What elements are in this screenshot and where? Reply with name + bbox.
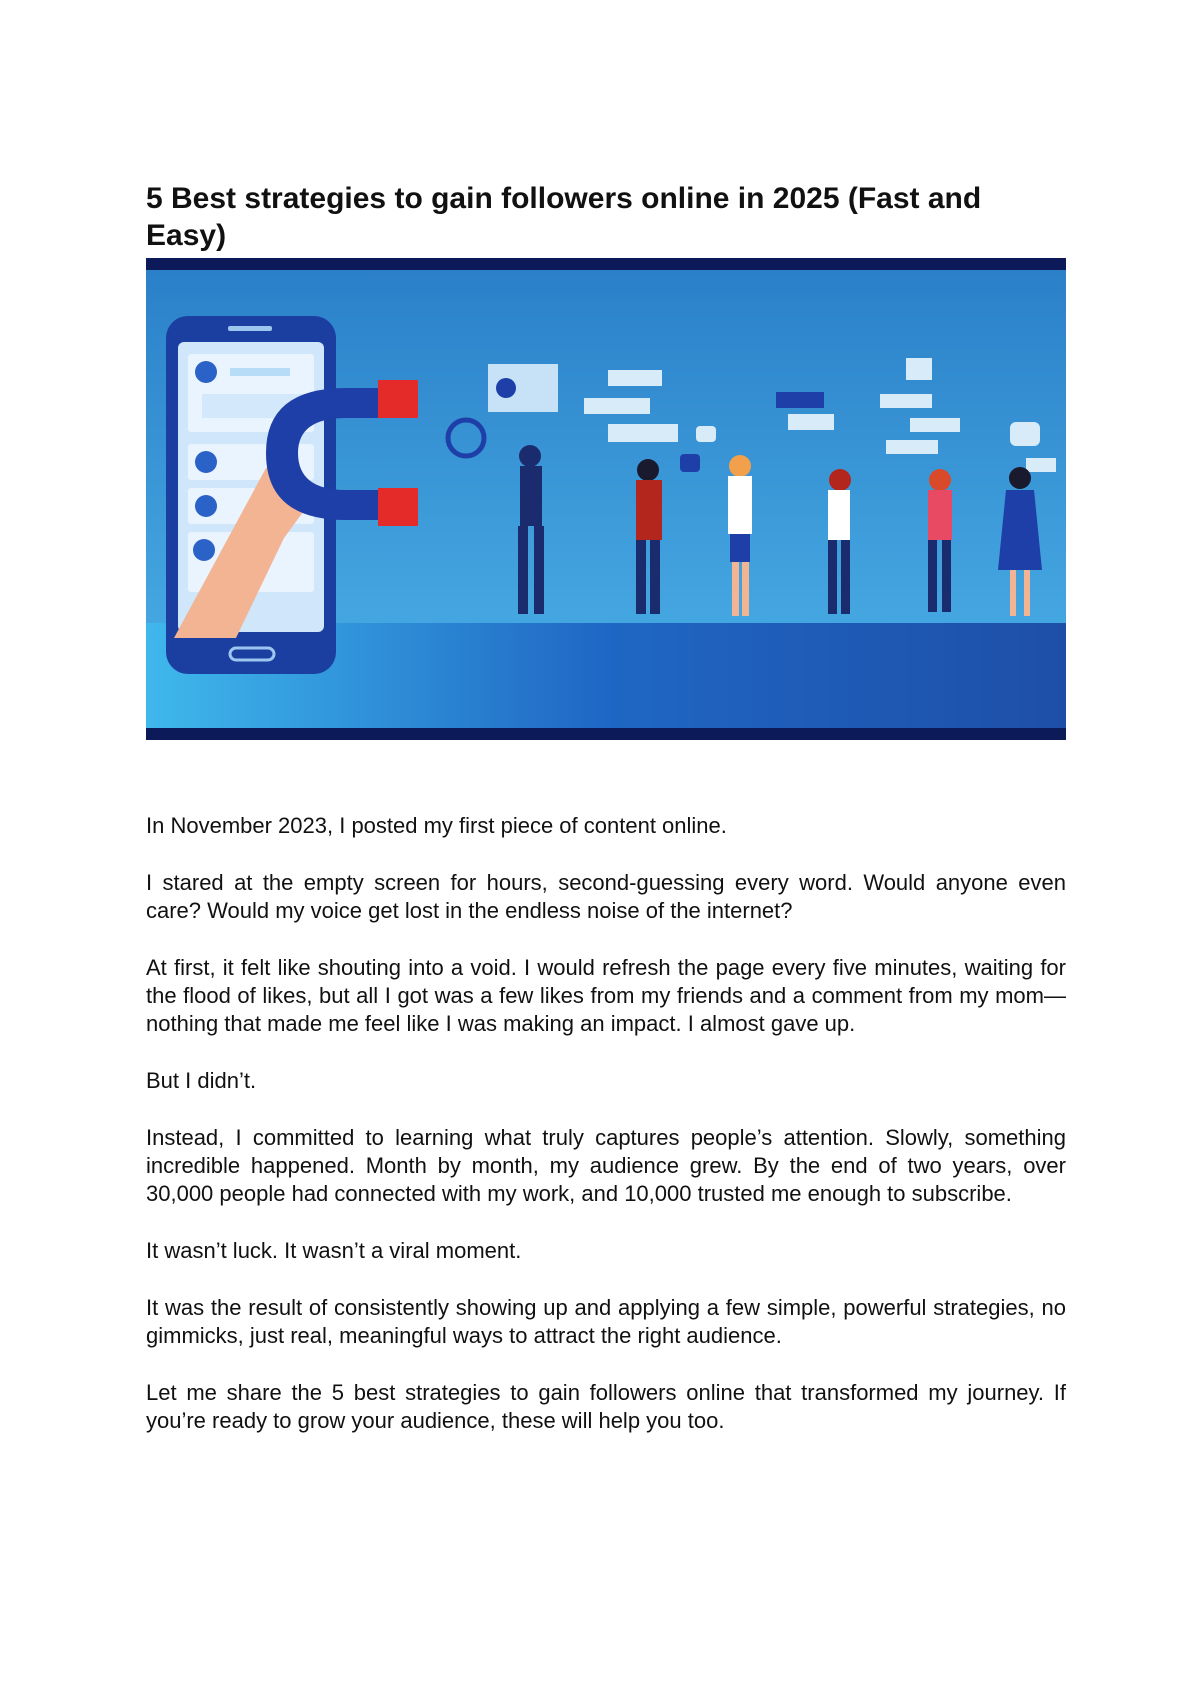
paragraph: I stared at the empty screen for hours, second-guessing every word. Would anyone even care? Would my voice get lost in the endless noise of the internet? xyxy=(146,870,1066,923)
paragraph: At first, it felt like shouting into a void. I would refresh the page every five minutes, waiting for the flood of likes, but all I got was a few likes from my friends and a comment from my mom—nothing that made me feel like I was making an impact. I almost gave up. xyxy=(146,955,1066,1036)
paragraph: But I didn’t. xyxy=(146,1068,257,1093)
phone-magnet-followers-illustration xyxy=(146,258,1066,740)
paragraph: It was the result of consistently showing up and applying a few simple, powerful strategies, no gimmicks, just real, meaningful ways to attract the right audience. xyxy=(146,1295,1066,1348)
paragraph: In November 2023, I posted my first piece of content online. xyxy=(146,813,727,838)
paragraph: Let me share the 5 best strategies to gain followers online that transformed my journey. If you’re ready to grow your audience, these will help you too. xyxy=(146,1380,1066,1433)
article-body xyxy=(146,812,1066,1464)
paragraph: It wasn’t luck. It wasn’t a viral moment. xyxy=(146,1238,522,1263)
paragraph: Instead, I committed to learning what truly captures people’s attention. Slowly, something incredible happened. Month by month, my audience grew. By the end of two years, over 30,000 people had connected with my work, and 10,000 trusted me enough to subscribe. xyxy=(146,1125,1066,1206)
hero-image xyxy=(146,258,1066,740)
page-title: 5 Best strategies to gain followers online in 2025 (Fast and Easy) xyxy=(146,182,982,252)
